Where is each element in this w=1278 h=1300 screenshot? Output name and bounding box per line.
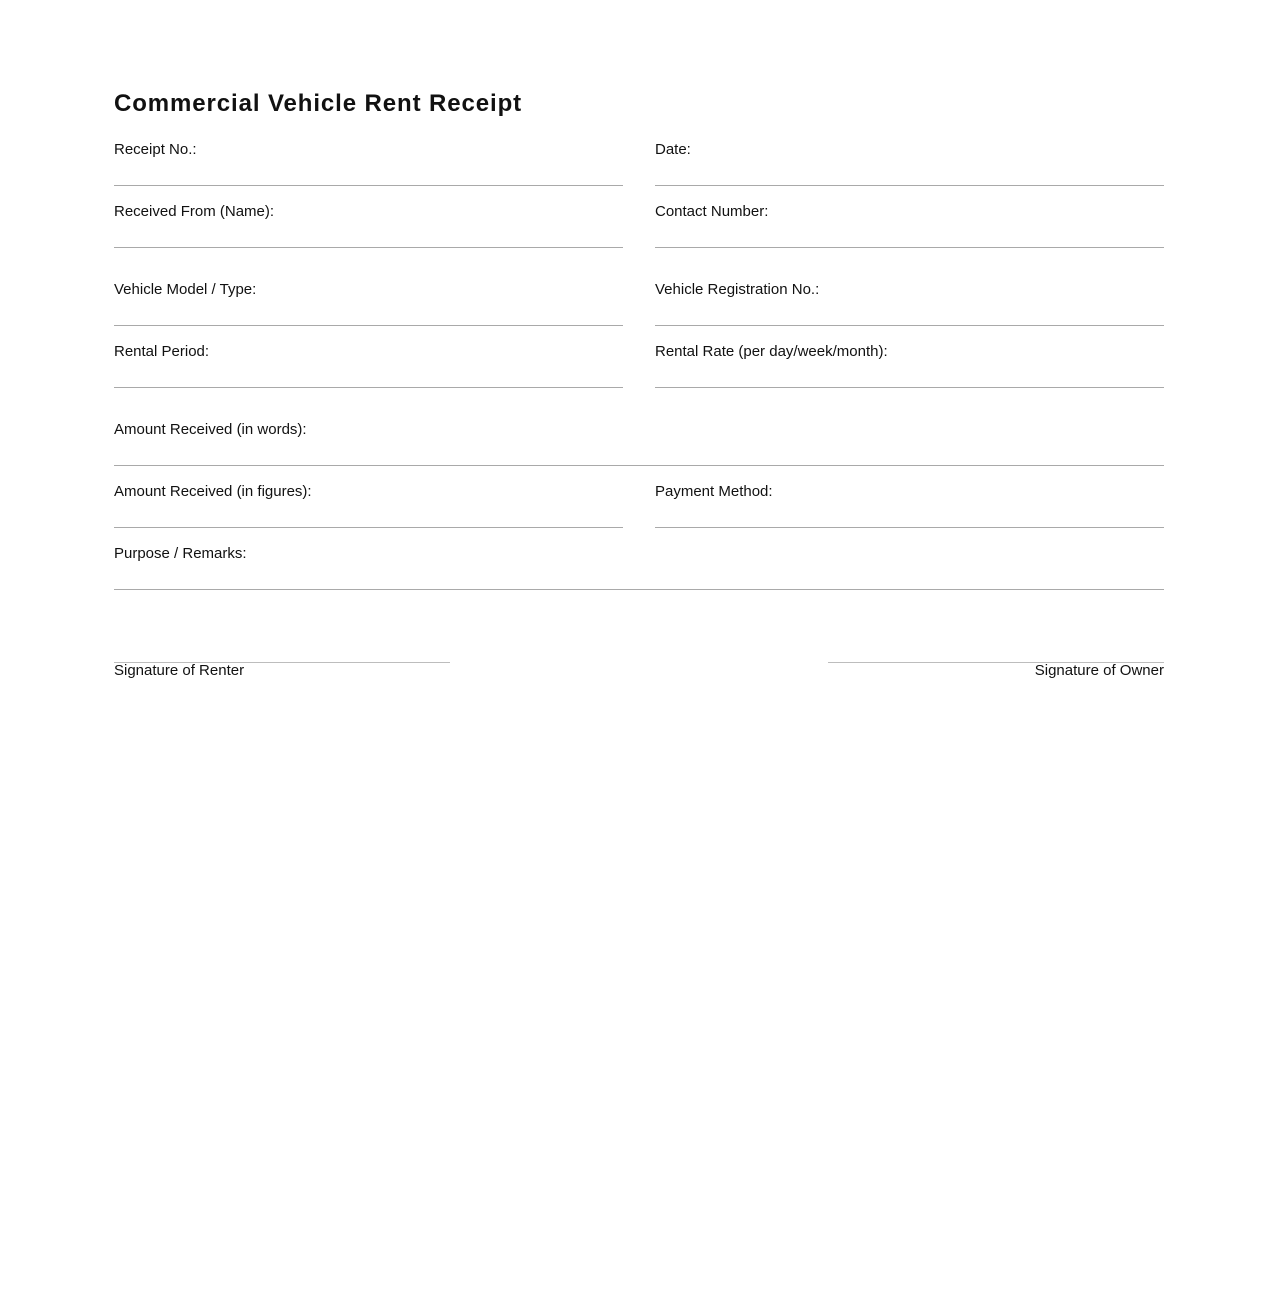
received-from-field[interactable] [114,203,623,248]
rental-period-field[interactable] [114,343,623,388]
payment-method-field[interactable] [655,483,1164,528]
date-field[interactable] [655,141,1164,186]
contact-number-label: Contact Number: [655,203,769,220]
receipt-no-label: Receipt No.: [114,141,197,158]
date-label: Date: [655,141,691,158]
rental-period-label: Rental Period: [114,343,210,360]
rental-rate-field[interactable] [655,343,1164,388]
amount-words-label: Amount Received (in words): [114,421,307,438]
receipt-no-field[interactable] [114,141,623,186]
contact-number-field[interactable] [655,203,1164,248]
vehicle-model-label: Vehicle Model / Type: [114,281,257,298]
vehicle-registration-field[interactable] [655,281,1164,326]
renter-signature-label: Signature of Renter [114,662,245,679]
received-from-label: Received From (Name): [114,203,275,220]
purpose-remarks-label: Purpose / Remarks: [114,545,247,562]
amount-words-field[interactable] [114,421,1164,466]
rental-rate-label: Rental Rate (per day/week/month): [655,343,888,360]
vehicle-model-field[interactable] [114,281,623,326]
vehicle-registration-label: Vehicle Registration No.: [655,281,820,298]
owner-signature-label: Signature of Owner [1034,662,1164,679]
amount-figures-field[interactable] [114,483,623,528]
payment-method-label: Payment Method: [655,483,773,500]
amount-figures-label: Amount Received (in figures): [114,483,312,500]
page-title: Commercial Vehicle Rent Receipt [114,90,523,117]
purpose-remarks-field[interactable] [114,545,1164,590]
